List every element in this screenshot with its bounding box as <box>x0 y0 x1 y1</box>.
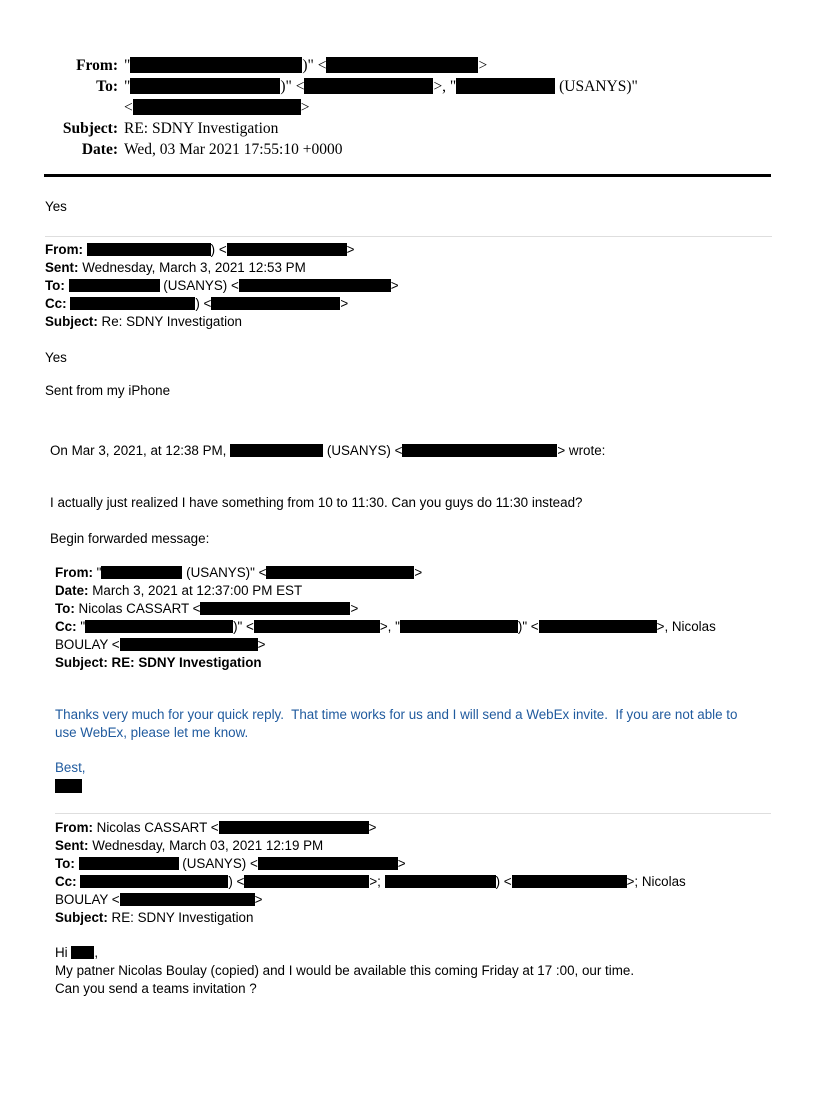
email-document-page <box>0 55 816 1111</box>
iphone-signature: Sent from my iPhone <box>45 383 171 398</box>
header-line <box>124 118 774 139</box>
redacted-signature <box>55 779 771 793</box>
header-line <box>55 618 771 654</box>
text-segment: )" < <box>302 57 327 74</box>
redaction-bar <box>120 893 255 906</box>
header-field-label: Subject: <box>55 910 112 925</box>
header-field-label: To: <box>55 856 79 871</box>
header-label-to: To: <box>96 78 118 95</box>
text-segment: BOULAY < <box>55 892 120 907</box>
header-field-label: Cc: <box>55 619 81 634</box>
top-reply-text: Yes <box>45 199 67 214</box>
text-segment: )" < <box>280 78 305 95</box>
header-line <box>55 855 771 873</box>
header-value-from <box>124 55 774 76</box>
text-segment: RE: SDNY Investigation <box>111 910 254 925</box>
header-value-subject <box>124 118 774 139</box>
redaction-bar <box>512 875 627 888</box>
text-segment: (USANYS) < <box>159 278 239 293</box>
redaction-bar <box>539 620 657 633</box>
quote-body-text: I actually just realized I have something from 10 to 11:30. Can you guys do 11:30 instead? <box>50 495 583 510</box>
text-segment: (USANYS)" < <box>182 565 267 580</box>
header-line <box>55 837 771 855</box>
redaction-bar <box>402 444 557 457</box>
text-segment: On Mar 3, 2021, at 12:38 PM, <box>50 443 231 458</box>
text-segment: > <box>254 892 263 907</box>
email-body <box>45 198 772 998</box>
redaction-bar <box>130 57 302 73</box>
text-segment: > <box>340 296 349 311</box>
redaction-bar <box>258 857 398 870</box>
text-segment: (USANYS) < <box>323 443 403 458</box>
header-line <box>45 277 772 295</box>
text-segment: > <box>368 820 377 835</box>
header-line <box>55 564 771 582</box>
forwarded-message-section <box>55 564 771 998</box>
text-segment: " <box>96 565 102 580</box>
header-line <box>45 295 772 313</box>
quoted-message-section <box>50 442 772 547</box>
redaction-bar <box>70 297 195 310</box>
header-line <box>55 873 771 909</box>
redaction-bar <box>133 99 301 115</box>
text-segment: > <box>346 242 355 257</box>
header-field-label: To: <box>55 601 79 616</box>
redaction-bar <box>400 620 518 633</box>
header-field-label: Cc: <box>55 874 81 889</box>
header-row-from <box>44 55 774 76</box>
text-segment: > <box>478 57 488 74</box>
text-segment: > <box>300 99 310 116</box>
text-segment: > <box>257 637 266 652</box>
forwarded-header <box>55 564 771 672</box>
header-line <box>55 654 771 672</box>
header-field-label: From: <box>55 565 97 580</box>
header-field-label: Cc: <box>45 296 71 311</box>
text-segment: >, Nicolas <box>656 619 716 634</box>
text-segment: March 3, 2021 at 12:37:00 PM EST <box>92 583 303 598</box>
redaction-bar <box>304 78 433 94</box>
redaction-bar <box>227 243 347 256</box>
text-segment: Can you send a teams invitation ? <box>55 981 257 996</box>
redaction-bar <box>211 297 340 310</box>
redaction-bar <box>266 566 414 579</box>
header-line <box>124 76 774 97</box>
header-divider-rule <box>44 174 771 177</box>
text-segment: ) < <box>210 242 227 257</box>
redaction-bar <box>456 78 555 94</box>
header-row-subject <box>44 118 774 139</box>
email-header <box>44 55 774 160</box>
redaction-bar <box>80 875 228 888</box>
text-segment: Wed, 03 Mar 2021 17:55:10 +0000 <box>124 141 343 158</box>
text-segment: > <box>350 601 359 616</box>
header-row-date <box>44 139 774 160</box>
redaction-bar <box>219 821 369 834</box>
text-segment: )" < <box>233 619 254 634</box>
redaction-bar <box>385 875 496 888</box>
header-line <box>55 909 771 927</box>
header-field-label: Sent: <box>45 260 83 275</box>
redaction-bar <box>69 279 160 292</box>
redaction-bar <box>71 946 94 959</box>
header-field-label: Subject: RE: SDNY Investigation <box>55 655 262 670</box>
text-segment: > <box>390 278 399 293</box>
forwarded-message-label: Begin forwarded message: <box>50 531 210 546</box>
header-field-label: Subject: <box>45 314 102 329</box>
text-segment: > wrote: <box>557 443 606 458</box>
header-value-to <box>124 76 774 118</box>
redaction-bar <box>85 620 233 633</box>
text-segment: > <box>414 565 423 580</box>
text-segment: >; Nicolas <box>626 874 686 889</box>
text-segment: > <box>397 856 406 871</box>
text-segment: )" < <box>517 619 539 634</box>
header-field-label: Date: <box>55 583 93 598</box>
text-segment: Wednesday, March 3, 2021 12:53 PM <box>82 260 306 275</box>
header-line <box>124 55 774 76</box>
redaction-bar <box>254 620 380 633</box>
header-label-date: Date: <box>81 141 118 158</box>
quoted-header-2 <box>55 819 771 927</box>
header-line <box>55 600 771 618</box>
header-field-label: From: <box>45 242 87 257</box>
text-segment: (USANYS) < <box>178 856 258 871</box>
text-segment: < <box>124 99 133 116</box>
header-value-date <box>124 139 774 160</box>
quote-attribution-line <box>50 442 772 459</box>
header-line <box>55 819 771 837</box>
redaction-bar <box>130 78 280 94</box>
header-field-label: Sent: <box>55 838 93 853</box>
text-segment: Thanks very much for your quick reply. That time works for us and I will send a WebEx invite. If you are not able to <box>55 707 738 722</box>
header-label-subject: Subject: <box>62 120 118 137</box>
text-segment: Re: SDNY Investigation <box>101 314 242 329</box>
text-segment: " <box>124 57 131 74</box>
redaction-bar <box>120 638 258 651</box>
message-divider-2 <box>55 813 771 814</box>
text-segment: Nicolas CASSART < <box>78 601 201 616</box>
quoted-header-1 <box>45 241 772 331</box>
text-segment: use WebEx, please let me know. <box>55 725 249 740</box>
header-field-label: To: <box>45 278 69 293</box>
text-segment: >, " <box>379 619 400 634</box>
text-segment: My patner Nicolas Boulay (copied) and I would be available this coming Friday at 17 :00, our time. <box>55 963 635 978</box>
text-segment: >; <box>369 874 385 889</box>
bottom-body-text <box>55 944 771 998</box>
text-segment: " <box>124 78 131 95</box>
header-line <box>124 97 774 118</box>
header-line <box>45 259 772 277</box>
text-segment: BOULAY < <box>55 637 120 652</box>
header-line <box>124 139 774 160</box>
redaction-bar <box>200 602 350 615</box>
text-segment: ) < <box>195 296 212 311</box>
closing-text: Best, <box>55 760 86 775</box>
text-segment: ) < <box>228 874 245 889</box>
redaction-bar <box>326 57 478 73</box>
text-segment: , <box>94 945 99 960</box>
text-segment: (USANYS)" <box>555 78 638 95</box>
text-segment: Wednesday, March 03, 2021 12:19 PM <box>92 838 324 853</box>
redaction-bar <box>244 875 369 888</box>
text-segment: Hi <box>55 945 72 960</box>
redaction-bar <box>239 279 391 292</box>
text-segment: RE: SDNY Investigation <box>124 120 279 137</box>
redaction-bar <box>87 243 211 256</box>
redaction-bar <box>55 779 82 793</box>
text-segment: ) < <box>495 874 512 889</box>
header-field-label: From: <box>55 820 97 835</box>
header-label-from: From: <box>76 57 118 74</box>
header-line <box>45 313 772 331</box>
redaction-bar <box>79 857 179 870</box>
reply-body-text: Yes <box>45 350 67 365</box>
forwarded-body-text <box>55 706 771 742</box>
redaction-bar <box>101 566 182 579</box>
header-row-to <box>44 76 774 118</box>
text-segment: Nicolas CASSART < <box>96 820 219 835</box>
header-line <box>45 241 772 259</box>
text-segment: " <box>80 619 86 634</box>
message-divider-1 <box>45 236 772 237</box>
text-segment: >, " <box>433 78 457 95</box>
redaction-bar <box>230 444 323 457</box>
header-line <box>55 582 771 600</box>
